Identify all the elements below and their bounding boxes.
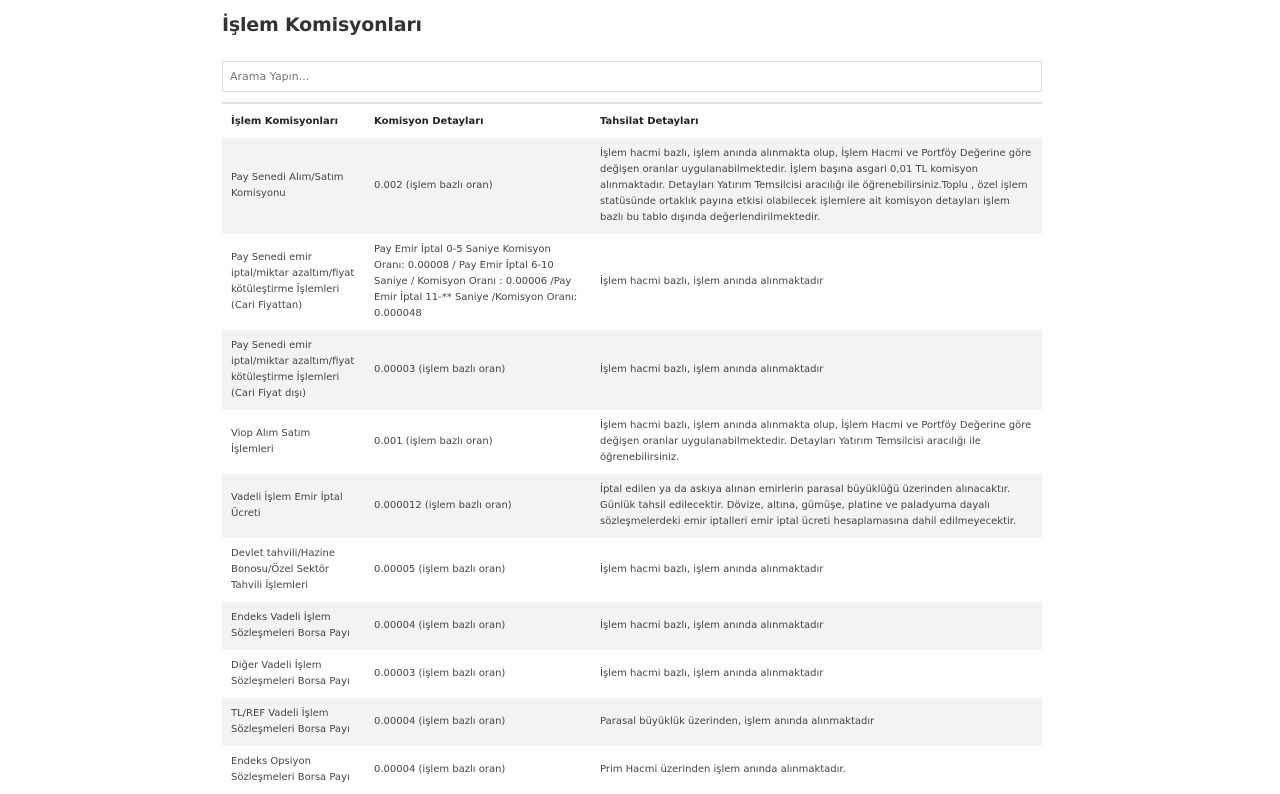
cell-collection: İşlem hacmi bazlı, işlem anında alınmakta olup, İşlem Hacmi ve Portföy Değerine göre değişen oranlar uygulanabilmektedir. İşlem başına asgari 0,01 TL komisyon alınmaktadır. Detayları Yatırım Temsilcisi aracılığı ile öğrenebilirsiniz.Toplu , özel işlem statüsünde ortaklık payına etkisi olabilecek işlemlere ait komisyon detayları işlem bazlı bu tablo dışında değerlendirilmektedir. [591,138,1042,234]
cell-collection: İşlem hacmi bazlı, işlem anında alınmaktadır [600,564,824,575]
cell-commission: 0.00004 (işlem bazlı oran) [374,764,506,775]
table-row [222,330,1042,410]
cell-commission: 0.00003 (işlem bazlı oran) [374,668,506,679]
cell-transaction: Viop Alım Satım İşlemleri [231,428,311,455]
cell-collection: İşlem hacmi bazlı, işlem anında alınmaktadır [591,330,1042,410]
cell-commission: 0.00005 (işlem bazlı oran) [374,564,506,575]
cell-commission: 0.000012 (işlem bazlı oran) [365,474,591,538]
cell-transaction: TL/REF Vadeli İşlem Sözleşmeleri Borsa Payı [222,698,365,746]
table-row [222,234,1042,330]
cell-transaction: Pay Senedi emir iptal/miktar azaltım/fiyat kötüleştirme İşlemleri (Cari Fiyattan) [231,252,355,311]
table-header-row [222,103,1042,138]
cell-transaction: Devlet tahvili/Hazine Bonosu/Özel Sektör Tahvili İşlemleri [231,548,335,591]
table-row [222,602,1042,650]
cell-transaction: Diğer Vadeli İşlem Sözleşmeleri Borsa Payı [231,660,350,687]
cell-transaction: Pay Senedi Alım/Satım Komisyonu [222,138,365,234]
cell-collection: Prim Hacmi üzerinden işlem anında alınmaktadır. [600,764,846,775]
cell-transaction: Vadeli İşlem Emir İptal Ücreti [222,474,365,538]
cell-commission: 0.001 (işlem bazlı oran) [374,436,493,447]
page-container [222,0,1042,783]
cell-commission: 0.002 (işlem bazlı oran) [365,138,591,234]
cell-collection: İşlem hacmi bazlı, işlem anında alınmakta olup, İşlem Hacmi ve Portföy Değerine göre değişen oranlar uygulanabilmektedir. Detayları Yatırım Temsilcisi aracılığı ile öğrenebilirsiniz. [600,420,1032,463]
search-input[interactable] [222,61,1042,92]
cell-commission: 0.00004 (işlem bazlı oran) [365,602,591,650]
table-row [222,698,1042,746]
cell-transaction: Endeks Opsiyon Sözleşmeleri Borsa Payı [231,756,350,783]
cell-commission: 0.00004 (işlem bazlı oran) [365,698,591,746]
cell-transaction: Endeks Vadeli İşlem Sözleşmeleri Borsa Payı [222,602,365,650]
cell-commission: Pay Emir İptal 0-5 Saniye Komisyon Oranı: 0.00008 / Pay Emir İptal 6-10 Saniye / Komisyon Oranı : 0.00006 /Pay Emir İptal 11-** Saniye /Komisyon Oranı: 0.000048 [374,244,578,319]
commission-table [222,102,1042,794]
cell-collection: İptal edilen ya da askıya alınan emirlerin parasal büyüklüğü üzerinden alınacaktır. Günlük tahsil edilecektir. Dövize, altına, gümüşe, platine ve paladyuma dayalı sözleşmelerdeki emir iptalleri emir iptal ücreti hesaplamasına dahil edilmeyecektir. [591,474,1042,538]
cell-collection: İşlem hacmi bazlı, işlem anında alınmaktadır [600,276,824,287]
cell-commission: 0.00003 (işlem bazlı oran) [365,330,591,410]
cell-collection: İşlem hacmi bazlı, işlem anında alınmaktadır [600,668,824,679]
column-header-transaction: İşlem Komisyonları [231,115,339,127]
page-title: İşlem Komisyonları [222,14,422,36]
cell-collection: İşlem hacmi bazlı, işlem anında alınmaktadır [591,602,1042,650]
cell-collection: Parasal büyüklük üzerinden, işlem anında alınmaktadır [591,698,1042,746]
column-header-collection: Tahsilat Detayları [600,115,699,127]
cell-transaction: Pay Senedi emir iptal/miktar azaltım/fiyat kötüleştirme İşlemleri (Cari Fiyat dışı) [222,330,365,410]
table-row [222,746,1042,794]
table-row [222,474,1042,538]
column-header-commission: Komisyon Detayları [374,115,484,127]
table-row [222,410,1042,474]
table-row [222,138,1042,234]
table-row [222,538,1042,602]
table-row [222,650,1042,698]
